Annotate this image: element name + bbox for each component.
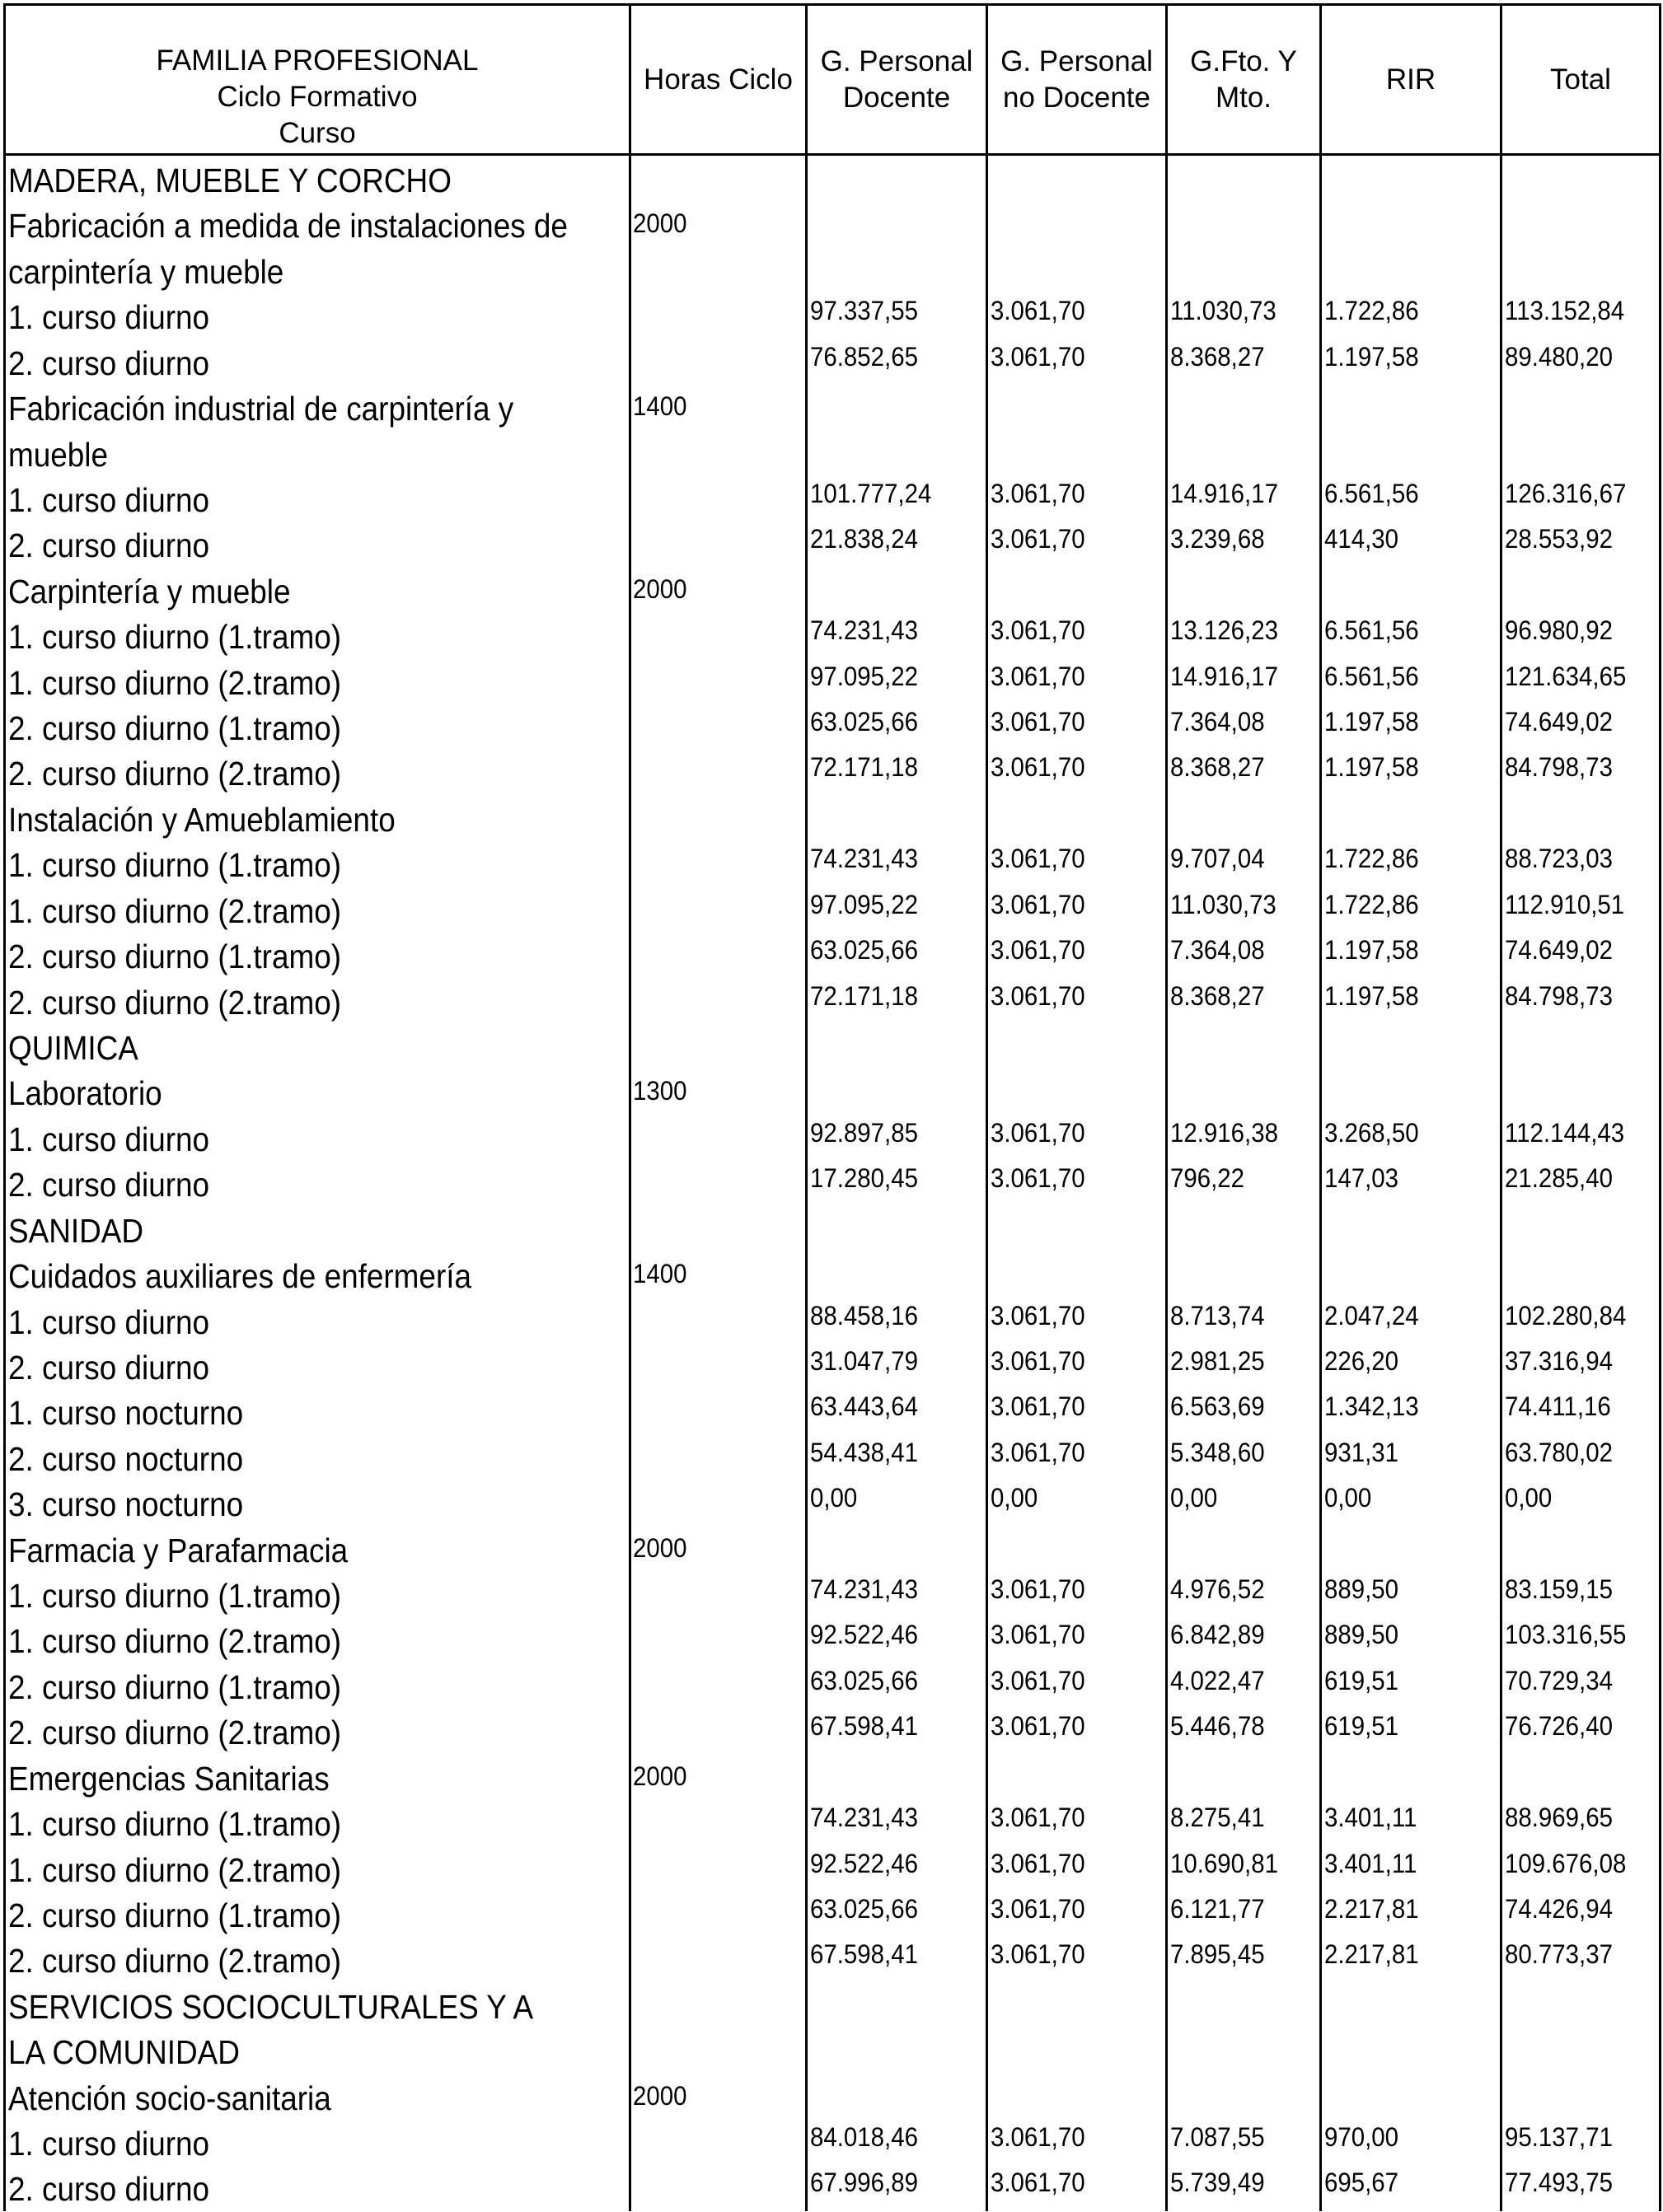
cell-total: 88.969,65 — [1505, 1803, 1613, 1833]
course-label: 1. curso nocturno — [8, 1394, 244, 1433]
cell-gasto-funcionamiento: 9.707,04 — [1170, 844, 1265, 874]
cell-gasto-funcionamiento: 12.916,38 — [1170, 1117, 1278, 1148]
cell-gasto-personal-docente: 72.171,18 — [810, 980, 918, 1011]
course-label: 2. curso diurno (1.tramo) — [8, 1896, 342, 1934]
cell-gasto-personal-docente: 63.025,66 — [810, 1893, 918, 1924]
cell-rir: 1.342,13 — [1324, 1391, 1419, 1422]
cycle-label: Atención socio-sanitaria — [8, 2079, 331, 2117]
cell-total: 126.316,67 — [1505, 478, 1627, 508]
cell-rir: 414,30 — [1324, 524, 1399, 554]
course-label: 1. curso diurno (1.tramo) — [8, 1577, 342, 1616]
cell-gasto-funcionamiento: 7.364,08 — [1170, 935, 1265, 966]
cell-total: 84.798,73 — [1505, 980, 1613, 1011]
cell-rir: 1.722,86 — [1324, 844, 1419, 874]
header-horas-ciclo — [631, 6, 805, 153]
cell-gasto-personal-no-docente: 3.061,70 — [991, 1848, 1085, 1878]
cell-total: 74.649,02 — [1505, 707, 1613, 737]
course-label: 2. curso diurno — [8, 1166, 210, 1204]
course-label: 1. curso diurno (1.tramo) — [8, 1805, 342, 1844]
cell-gasto-funcionamiento: 7.087,55 — [1170, 2122, 1265, 2153]
column-divider-0 — [3, 3, 6, 2211]
cell-gasto-personal-no-docente: 3.061,70 — [991, 2168, 1085, 2198]
cycle-label: Fabricación a medida de instalaciones de — [8, 207, 568, 246]
cell-gasto-funcionamiento: 14.916,17 — [1170, 478, 1278, 508]
course-label: 1. curso diurno — [8, 1120, 210, 1158]
cell-gasto-personal-no-docente: 3.061,70 — [991, 661, 1085, 691]
cell-total: 80.773,37 — [1505, 1939, 1613, 1970]
cell-gasto-funcionamiento: 6.121,77 — [1170, 1893, 1265, 1924]
cell-gasto-personal-docente: 67.996,89 — [810, 2168, 918, 2198]
cell-gasto-funcionamiento: 3.239,68 — [1170, 524, 1265, 554]
cell-total: 95.137,71 — [1505, 2122, 1613, 2153]
cell-rir: 619,51 — [1324, 1665, 1399, 1695]
cell-total: 0,00 — [1505, 1483, 1553, 1513]
cell-horas-ciclo: 2000 — [633, 1761, 687, 1791]
column-divider-2 — [805, 3, 808, 2211]
header-gasto-personal-docente — [808, 6, 986, 153]
cell-gasto-personal-no-docente: 3.061,70 — [991, 1163, 1085, 1194]
cell-rir: 695,67 — [1324, 2168, 1399, 2198]
cell-gasto-funcionamiento: 4.022,47 — [1170, 1665, 1265, 1695]
column-divider-4 — [1165, 3, 1168, 2211]
cell-gasto-personal-docente: 92.522,46 — [810, 1620, 918, 1650]
cycle-label: Emergencias Sanitarias — [8, 1759, 330, 1798]
cell-gasto-personal-no-docente: 3.061,70 — [991, 980, 1085, 1011]
cell-gasto-funcionamiento: 11.030,73 — [1170, 296, 1277, 326]
cell-gasto-personal-no-docente: 3.061,70 — [991, 1711, 1085, 1742]
cell-gasto-funcionamiento: 5.348,60 — [1170, 1437, 1265, 1467]
cell-gasto-personal-no-docente: 3.061,70 — [991, 1391, 1085, 1422]
course-label: 2. curso diurno — [8, 526, 210, 565]
cell-total: 96.980,92 — [1505, 615, 1613, 646]
course-label: 2. curso diurno (1.tramo) — [8, 709, 342, 748]
cell-gasto-personal-no-docente: 3.061,70 — [991, 1803, 1085, 1833]
cell-total: 102.280,84 — [1505, 1300, 1627, 1330]
cell-gasto-funcionamiento: 7.364,08 — [1170, 707, 1265, 737]
cell-gasto-funcionamiento: 13.126,23 — [1170, 615, 1278, 646]
cell-gasto-personal-no-docente: 3.061,70 — [991, 296, 1085, 326]
cell-gasto-personal-no-docente: 3.061,70 — [991, 1300, 1085, 1330]
cell-gasto-personal-docente: 92.897,85 — [810, 1117, 918, 1148]
cell-gasto-personal-docente: 88.458,16 — [810, 1300, 918, 1330]
cell-gasto-personal-no-docente: 3.061,70 — [991, 1437, 1085, 1467]
cell-gasto-personal-no-docente: 3.061,70 — [991, 524, 1085, 554]
cell-gasto-funcionamiento: 5.739,49 — [1170, 2168, 1265, 2198]
cell-total: 28.553,92 — [1505, 524, 1613, 554]
cell-gasto-funcionamiento: 11.030,73 — [1170, 889, 1277, 919]
cell-horas-ciclo: 1400 — [633, 391, 687, 422]
cell-gasto-personal-no-docente: 3.061,70 — [991, 707, 1085, 737]
cell-gasto-funcionamiento: 8.713,74 — [1170, 1300, 1265, 1330]
cell-total: 84.798,73 — [1505, 752, 1613, 783]
course-label: 1. curso diurno (2.tramo) — [8, 1850, 342, 1889]
header-gasto-personal-no-docente — [988, 6, 1165, 153]
course-label: 2. curso diurno (1.tramo) — [8, 1667, 342, 1706]
cell-rir: 931,31 — [1324, 1437, 1399, 1467]
cycle-label: Laboratorio — [8, 1074, 162, 1113]
course-label: 2. curso diurno (2.tramo) — [8, 755, 342, 793]
cell-gasto-personal-no-docente: 0,00 — [991, 1483, 1038, 1513]
cell-gasto-personal-docente: 84.018,46 — [810, 2122, 918, 2153]
cell-total: 74.411,16 — [1505, 1391, 1611, 1422]
cell-gasto-personal-docente: 97.095,22 — [810, 889, 918, 919]
cycle-label: Cuidados auxiliares de enfermería — [8, 1257, 472, 1296]
cell-gasto-personal-no-docente: 3.061,70 — [991, 341, 1085, 372]
course-label: 1. curso diurno (2.tramo) — [8, 891, 342, 930]
header-total — [1502, 6, 1659, 153]
cell-gasto-personal-docente: 31.047,79 — [810, 1345, 918, 1376]
cell-gasto-personal-no-docente: 3.061,70 — [991, 1893, 1085, 1924]
course-label: 2. curso diurno (2.tramo) — [8, 1942, 342, 1981]
course-label: 2. curso diurno — [8, 2170, 210, 2209]
cell-horas-ciclo: 2000 — [633, 573, 687, 604]
cell-gasto-personal-docente: 63.443,64 — [810, 1391, 918, 1422]
cell-rir: 2.047,24 — [1324, 1300, 1419, 1330]
cell-rir: 226,20 — [1324, 1345, 1399, 1376]
cell-rir: 1.197,58 — [1324, 980, 1419, 1011]
cell-gasto-personal-no-docente: 3.061,70 — [991, 1574, 1085, 1605]
cell-rir: 970,00 — [1324, 2122, 1399, 2153]
cell-gasto-personal-docente: 63.025,66 — [810, 1665, 918, 1695]
cell-total: 112.144,43 — [1505, 1117, 1625, 1148]
course-label: 3. curso nocturno — [8, 1485, 244, 1524]
cell-horas-ciclo: 2000 — [633, 208, 687, 239]
cell-gasto-funcionamiento: 2.981,25 — [1170, 1345, 1265, 1376]
cell-gasto-personal-no-docente: 3.061,70 — [991, 478, 1085, 508]
cell-gasto-personal-no-docente: 3.061,70 — [991, 615, 1085, 646]
cell-gasto-personal-no-docente: 3.061,70 — [991, 889, 1085, 919]
cycle-label: Fabricación industrial de carpintería y — [8, 390, 514, 428]
course-label: 2. curso diurno (2.tramo) — [8, 983, 342, 1022]
cell-total: 89.480,20 — [1505, 341, 1613, 372]
header-gasto-funcionamiento — [1168, 6, 1319, 153]
cell-gasto-personal-no-docente: 3.061,70 — [991, 1345, 1085, 1376]
cell-gasto-personal-no-docente: 3.061,70 — [991, 1117, 1085, 1148]
cell-gasto-personal-docente: 97.337,55 — [810, 296, 918, 326]
cycle-label: Farmacia y Parafarmacia — [8, 1531, 349, 1569]
cell-rir: 619,51 — [1324, 1711, 1399, 1742]
cell-rir: 889,50 — [1324, 1574, 1399, 1605]
cell-total: 70.729,34 — [1505, 1665, 1613, 1695]
header-text-line: Docente — [842, 81, 951, 114]
cell-total: 37.316,94 — [1505, 1345, 1613, 1376]
cell-gasto-funcionamiento: 8.368,27 — [1170, 752, 1265, 783]
cell-gasto-personal-no-docente: 3.061,70 — [991, 1620, 1085, 1650]
cell-rir: 1.197,58 — [1324, 707, 1419, 737]
cell-gasto-personal-docente: 67.598,41 — [810, 1711, 918, 1742]
cell-gasto-funcionamiento: 7.895,45 — [1170, 1939, 1265, 1970]
cell-rir: 889,50 — [1324, 1620, 1399, 1650]
course-label: 1. curso diurno — [8, 298, 210, 337]
cell-total: 83.159,15 — [1505, 1574, 1613, 1605]
course-label: 2. curso diurno (1.tramo) — [8, 938, 342, 976]
family-label: QUIMICA — [8, 1028, 138, 1067]
family-label: LA COMUNIDAD — [8, 2033, 240, 2072]
cell-total: 103.316,55 — [1505, 1620, 1627, 1650]
cell-gasto-funcionamiento: 8.275,41 — [1170, 1803, 1265, 1833]
header-text-line: G.Fto. Y — [1190, 44, 1297, 77]
course-label: 1. curso diurno — [8, 480, 210, 519]
cell-total: 113.152,84 — [1505, 296, 1625, 326]
cell-total: 77.493,75 — [1505, 2168, 1613, 2198]
cell-gasto-funcionamiento: 4.976,52 — [1170, 1574, 1265, 1605]
header-rir — [1322, 6, 1500, 153]
cell-rir: 3.401,11 — [1324, 1848, 1417, 1878]
header-text-line: G. Personal — [1000, 44, 1153, 77]
course-label: 1. curso diurno — [8, 1302, 210, 1341]
cell-gasto-personal-no-docente: 3.061,70 — [991, 844, 1085, 874]
cell-horas-ciclo: 2000 — [633, 1532, 687, 1563]
cell-rir: 3.268,50 — [1324, 1117, 1419, 1148]
header-text-line: G. Personal — [820, 44, 973, 77]
cell-gasto-personal-docente: 63.025,66 — [810, 935, 918, 966]
header-familia-profesional — [6, 6, 629, 153]
cell-rir: 147,03 — [1324, 1163, 1399, 1194]
cell-gasto-funcionamiento: 8.368,27 — [1170, 980, 1265, 1011]
header-text-line: no Docente — [1002, 81, 1151, 114]
column-divider-3 — [986, 3, 988, 2211]
header-text-line: Total — [1550, 63, 1611, 96]
cell-gasto-funcionamiento: 6.842,89 — [1170, 1620, 1265, 1650]
course-label: 1. curso diurno (1.tramo) — [8, 618, 342, 657]
cell-gasto-personal-docente: 54.438,41 — [810, 1437, 918, 1467]
header-text-line: RIR — [1385, 63, 1436, 96]
cell-gasto-personal-docente: 72.171,18 — [810, 752, 918, 783]
column-divider-6 — [1500, 3, 1502, 2211]
cell-gasto-personal-docente: 74.231,43 — [810, 844, 918, 874]
cell-gasto-personal-docente: 92.522,46 — [810, 1848, 918, 1878]
cell-gasto-personal-docente: 101.777,24 — [810, 478, 932, 508]
cell-rir: 1.197,58 — [1324, 935, 1419, 966]
cell-rir: 1.722,86 — [1324, 296, 1419, 326]
cycle-label: carpintería y mueble — [8, 252, 284, 291]
course-label: 2. curso diurno — [8, 344, 210, 382]
cell-gasto-funcionamiento: 5.446,78 — [1170, 1711, 1265, 1742]
family-label: MADERA, MUEBLE Y CORCHO — [8, 161, 452, 199]
header-bottom-border — [3, 153, 1661, 156]
cell-rir: 6.561,56 — [1324, 661, 1419, 691]
cell-rir: 1.722,86 — [1324, 889, 1419, 919]
cell-rir: 2.217,81 — [1324, 1893, 1419, 1924]
cell-gasto-personal-no-docente: 3.061,70 — [991, 752, 1085, 783]
family-label: SANIDAD — [8, 1211, 144, 1250]
cell-gasto-funcionamiento: 8.368,27 — [1170, 341, 1265, 372]
cell-gasto-funcionamiento: 796,22 — [1170, 1163, 1245, 1194]
cell-gasto-funcionamiento: 14.916,17 — [1170, 661, 1278, 691]
cell-rir: 3.401,11 — [1324, 1803, 1417, 1833]
cell-gasto-funcionamiento: 10.690,81 — [1170, 1848, 1278, 1878]
course-label: 1. curso diurno (1.tramo) — [8, 846, 342, 885]
cell-gasto-personal-docente: 67.598,41 — [810, 1939, 918, 1970]
course-label: 2. curso nocturno — [8, 1439, 244, 1478]
column-divider-7 — [1659, 3, 1661, 2211]
cell-gasto-personal-docente: 0,00 — [810, 1483, 858, 1513]
cell-horas-ciclo: 1400 — [633, 1259, 687, 1289]
cell-gasto-personal-docente: 74.231,43 — [810, 1803, 918, 1833]
cell-total: 21.285,40 — [1505, 1163, 1613, 1194]
cell-gasto-personal-no-docente: 3.061,70 — [991, 2122, 1085, 2153]
course-label: 1. curso diurno (2.tramo) — [8, 1622, 342, 1661]
cell-gasto-personal-no-docente: 3.061,70 — [991, 1939, 1085, 1970]
cell-gasto-personal-no-docente: 3.061,70 — [991, 1665, 1085, 1695]
cell-total: 112.910,51 — [1505, 889, 1625, 919]
cell-gasto-personal-docente: 63.025,66 — [810, 707, 918, 737]
header-text-line: Ciclo Formativo — [217, 81, 418, 113]
header-text-line: Horas Ciclo — [644, 63, 793, 96]
family-label: SERVICIOS SOCIOCULTURALES Y A — [8, 1987, 534, 2026]
cell-total: 121.634,65 — [1505, 661, 1627, 691]
cell-horas-ciclo: 2000 — [633, 2080, 687, 2111]
cell-rir: 6.561,56 — [1324, 615, 1419, 646]
cell-gasto-personal-no-docente: 3.061,70 — [991, 935, 1085, 966]
cell-horas-ciclo: 1300 — [633, 1076, 687, 1106]
cycle-label: Carpintería y mueble — [8, 572, 291, 610]
cell-total: 88.723,03 — [1505, 844, 1613, 874]
cell-gasto-funcionamiento: 0,00 — [1170, 1483, 1218, 1513]
cell-gasto-personal-docente: 17.280,45 — [810, 1163, 918, 1194]
cell-rir: 1.197,58 — [1324, 341, 1419, 372]
column-divider-1 — [629, 3, 631, 2211]
header-text-line: Mto. — [1215, 81, 1272, 114]
cell-gasto-personal-docente: 97.095,22 — [810, 661, 918, 691]
cell-total: 74.649,02 — [1505, 935, 1613, 966]
header-text-line: FAMILIA PROFESIONAL — [156, 44, 479, 77]
cell-gasto-funcionamiento: 6.563,69 — [1170, 1391, 1265, 1422]
header-text-line: Curso — [279, 117, 356, 149]
cell-rir: 6.561,56 — [1324, 478, 1419, 508]
cycle-label: mueble — [8, 435, 109, 474]
cell-gasto-personal-docente: 21.838,24 — [810, 524, 918, 554]
cell-total: 109.676,08 — [1505, 1848, 1627, 1878]
column-divider-5 — [1319, 3, 1322, 2211]
cell-total: 63.780,02 — [1505, 1437, 1613, 1467]
cell-total: 76.726,40 — [1505, 1711, 1613, 1742]
course-label: 1. curso diurno — [8, 2125, 210, 2163]
cell-gasto-personal-docente: 74.231,43 — [810, 1574, 918, 1605]
cell-rir: 2.217,81 — [1324, 1939, 1419, 1970]
course-label: 1. curso diurno (2.tramo) — [8, 663, 342, 702]
cell-rir: 1.197,58 — [1324, 752, 1419, 783]
course-label: 2. curso diurno (2.tramo) — [8, 1714, 342, 1752]
cell-total: 74.426,94 — [1505, 1893, 1613, 1924]
cell-gasto-personal-docente: 74.231,43 — [810, 615, 918, 646]
cell-gasto-personal-docente: 76.852,65 — [810, 341, 918, 372]
course-label: 2. curso diurno — [8, 1348, 210, 1387]
cycle-label: Instalación y Amueblamiento — [8, 800, 396, 839]
cell-rir: 0,00 — [1324, 1483, 1372, 1513]
